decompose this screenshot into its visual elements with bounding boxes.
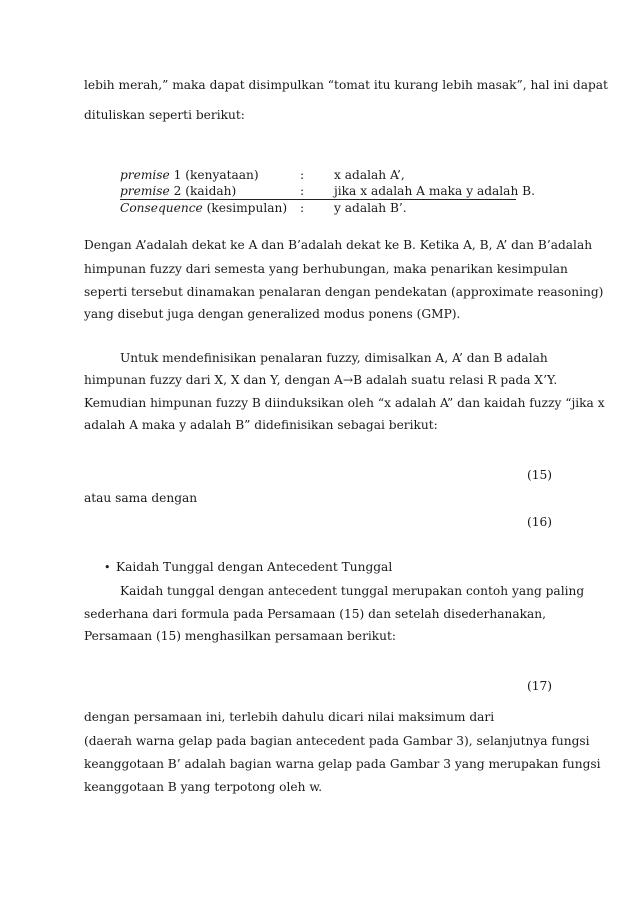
- atau-sama-dengan: atau sama dengan: [84, 491, 198, 505]
- para2-line-2: himpunan fuzzy dari X, X dan Y, dengan A→B adalah suatu relasi R pada X’Y.: [84, 373, 558, 387]
- equation-number-16: (16): [526, 515, 552, 529]
- para2-line-3: Kemudian himpunan fuzzy B diinduksikan oleh “x adalah A” dan kaidah fuzzy “jika x: [84, 396, 605, 410]
- para3-line-3: Persamaan (15) menghasilkan persamaan berikut:: [84, 629, 397, 643]
- bullet-heading: Kaidah Tunggal dengan Antecedent Tunggal: [116, 560, 393, 574]
- para4-line-2: (daerah warna gelap pada bagian antecedent pada Gambar 3), selanjutnya fungsi: [84, 734, 590, 748]
- para2-line-4: adalah A maka y adalah B” didefinisikan sebagai berikut:: [84, 418, 438, 432]
- para1-line-2: himpunan fuzzy dari semesta yang berhubungan, maka penarikan kesimpulan: [84, 262, 568, 276]
- rule-value-3: y adalah B’.: [334, 201, 407, 215]
- rule-value-1: x adalah A’,: [334, 168, 405, 182]
- rule-label-1: premise 1 (kenyataan): [120, 168, 259, 182]
- para1-line-3: seperti tersebut dinamakan penalaran dengan pendekatan (approximate reasoning): [84, 285, 604, 299]
- para2-line-1: Untuk mendefinisikan penalaran fuzzy, dimisalkan A, A’ dan B adalah: [120, 351, 548, 365]
- intro-line-1: lebih merah,” maka dapat disimpulkan “tomat itu kurang lebih masak”, hal ini dapat: [84, 78, 608, 92]
- equation-number-15: (15): [526, 468, 552, 482]
- para4-line-4: keanggotaan B yang terpotong oleh w.: [84, 780, 323, 794]
- para3-line-2: sederhana dari formula pada Persamaan (15) dan setelah disederhanakan,: [84, 607, 546, 621]
- bullet-icon: •: [104, 561, 111, 574]
- para4-line-3: keanggotaan B’ adalah bagian warna gelap pada Gambar 3 yang merupakan fungsi: [84, 757, 601, 771]
- rule-colon-1: :: [300, 168, 305, 182]
- para4-line-1: dengan persamaan ini, terlebih dahulu dicari nilai maksimum dari: [84, 710, 495, 724]
- para3-line-1: Kaidah tunggal dengan antecedent tunggal merupakan contoh yang paling: [120, 584, 585, 598]
- rule-divider: [120, 199, 516, 200]
- rule-label-2: premise 2 (kaidah): [120, 184, 237, 198]
- rule-value-2: jika x adalah A maka y adalah B.: [334, 184, 536, 198]
- intro-line-2: dituliskan seperti berikut:: [84, 108, 245, 122]
- para1-line-1: Dengan A’adalah dekat ke A dan B’adalah dekat ke B. Ketika A, B, A’ dan B’adalah: [84, 238, 593, 252]
- rule-colon-2: :: [300, 184, 305, 198]
- rule-label-3: Consequence (kesimpulan): [120, 201, 288, 215]
- equation-number-17: (17): [526, 679, 552, 693]
- rule-colon-3: :: [300, 201, 305, 215]
- para1-line-4: yang disebut juga dengan generalized modus ponens (GMP).: [84, 307, 461, 321]
